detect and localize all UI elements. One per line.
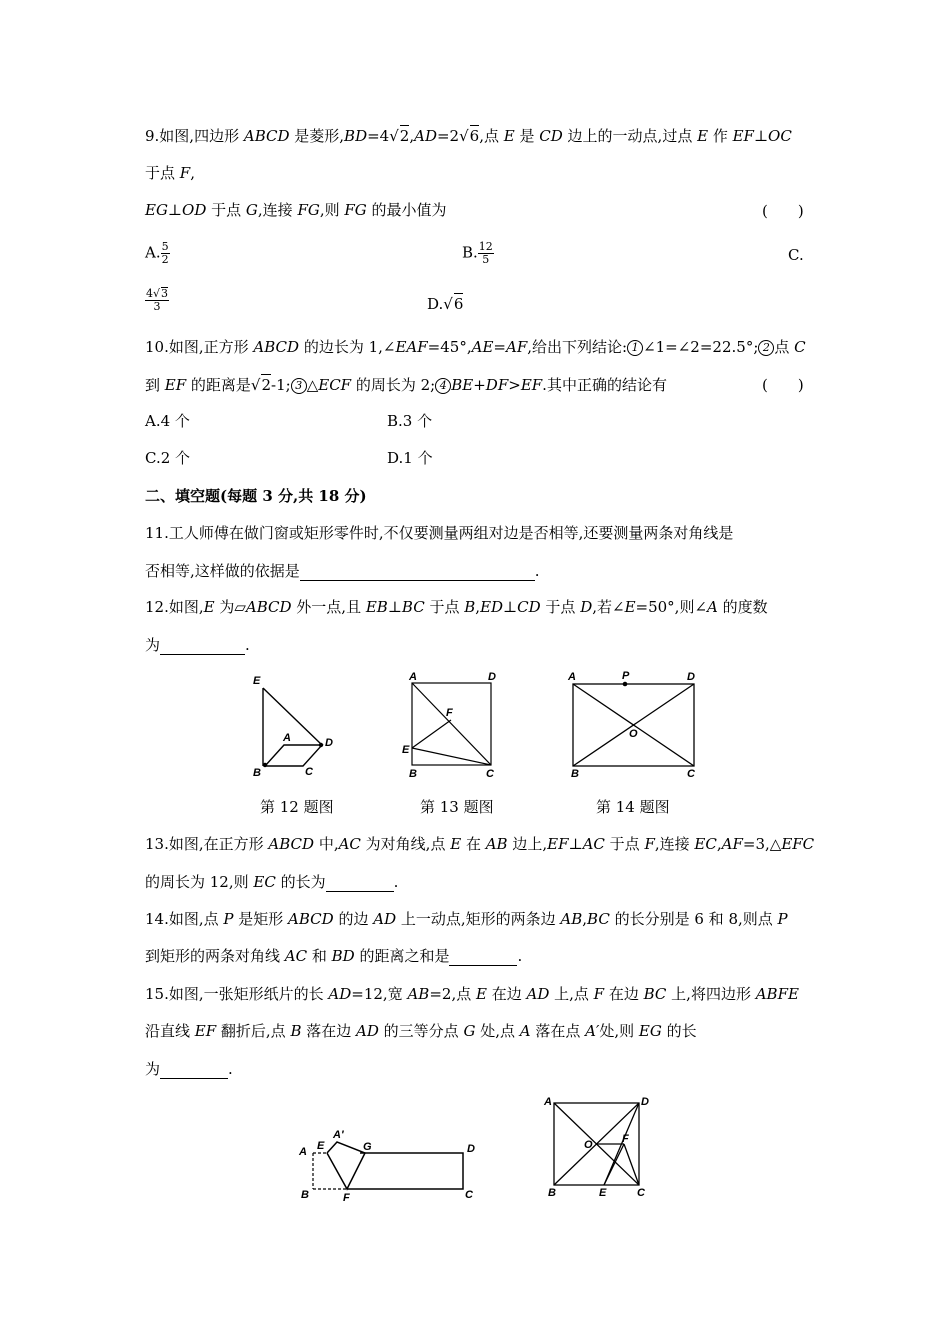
fig12-parallelogram-abcd	[265, 745, 322, 766]
q9-answer-paren: ( )	[762, 202, 804, 220]
q10-option-b: B.3 个	[387, 412, 433, 430]
q10-option-d: D.1 个	[387, 449, 433, 467]
figure-12	[245, 668, 340, 783]
figsq-segment-fc	[624, 1144, 639, 1185]
fig13-label-e: E	[402, 744, 410, 756]
fig12-label-b: B	[253, 767, 261, 779]
fig13-segment-ec	[412, 748, 491, 765]
figure-14	[563, 668, 708, 783]
fig12-segment-ed	[263, 688, 322, 745]
fig13-label-f: F	[446, 707, 453, 719]
q15-line1: 15.如图,一张矩形纸片的长 AD=12,宽 AB=2,点 E 在边 AD 上,点 F 在边 BC 上,将四边形 ABFE	[145, 985, 799, 1003]
q14-line1: 14.如图,点 P 是矩形 ABCD 的边 AD 上一动点,矩形的两条边 AB,BC 的长分别是 6 和 8,则点 P	[145, 910, 788, 928]
q13-answer-blank[interactable]	[326, 875, 394, 892]
q11-answer-blank[interactable]	[300, 564, 535, 581]
circled-2: 2	[758, 340, 774, 356]
fig12-point-d	[319, 743, 323, 747]
figsq-label-f: F	[622, 1133, 629, 1145]
q9-option-d: D.√6	[427, 295, 464, 313]
fig13-segment-ef	[412, 720, 451, 748]
q14-line2: 到矩形的两条对角线 AC 和 BD 的距离之和是 .	[145, 947, 523, 965]
q10-option-a: A.4 个	[145, 412, 190, 430]
q10-line1: 10.如图,正方形 ABCD 的边长为 1,∠EAF=45°,AE=AF,给出下列结论: 1 ∠1=∠2=22.5°; 2 点 C	[145, 338, 806, 356]
q9-line2: 于点 F,	[145, 164, 195, 182]
q10-line2: 到 EF 的距离是√2-1; 3 △ECF 的周长为 2; 4 BE+DF>EF.其中正确的结论有	[145, 376, 667, 394]
q15-line3: 为 .	[145, 1060, 233, 1078]
q11-line2: 否相等,这样做的依据是 .	[145, 562, 540, 580]
figsq-label-o: O	[584, 1139, 593, 1151]
fig12-label-e: E	[253, 675, 261, 687]
q12-answer-blank[interactable]	[160, 638, 245, 655]
fig14-label-d: D	[687, 671, 695, 683]
fig13-label-c: C	[486, 768, 494, 780]
figsq-label-e: E	[599, 1187, 607, 1199]
fig15-rectangle-remaining	[347, 1153, 463, 1189]
fig14-label-b: B	[571, 768, 579, 780]
q9-option-c: C.	[788, 246, 804, 264]
fig15-label-g: G	[363, 1141, 372, 1153]
fig15-label-a: A	[299, 1146, 307, 1158]
circled-3: 3	[291, 378, 307, 394]
fig15-label-c: C	[465, 1189, 473, 1201]
fig15-label-d: D	[467, 1143, 475, 1155]
q12-line1: 12.如图,E 为▱ABCD 外一点,且 EB⊥BC 于点 B,ED⊥CD 于点 D,若∠E=50°,则∠A 的度数	[145, 598, 768, 616]
fig12-label-a: A	[283, 732, 291, 744]
fig14-label-c: C	[687, 768, 695, 780]
figure-13	[398, 668, 508, 783]
q10-option-c: C.2 个	[145, 449, 191, 467]
circled-4: 4	[435, 378, 451, 394]
fig13-label-d: D	[488, 671, 496, 683]
q13-line2: 的周长为 12,则 EC 的长为 .	[145, 873, 399, 891]
q11-line1: 11.工人师傅在做门窗或矩形零件时,不仅要测量两组对边是否相等,还要测量两条对角线是	[145, 524, 734, 542]
figure-square-diagonals	[540, 1092, 660, 1204]
fig15-label-f: F	[343, 1192, 350, 1204]
figsq-label-a: A	[544, 1096, 552, 1108]
q15-line2: 沿直线 EF 翻折后,点 B 落在边 AD 的三等分点 G 处,点 A 落在点 A′处,则 EG 的长	[145, 1022, 697, 1040]
figsq-label-d: D	[641, 1096, 649, 1108]
fig14-label-o: O	[629, 728, 638, 740]
fig12-point-b	[263, 763, 267, 767]
fig12-caption: 第 12 题图	[260, 798, 334, 816]
section-heading: 二、填空题(每题 3 分,共 18 分)	[145, 487, 367, 505]
q15-answer-blank[interactable]	[160, 1062, 228, 1079]
fig14-label-p: P	[622, 670, 630, 682]
fig15-folded-quadrilateral	[327, 1142, 365, 1189]
fig13-label-a: A	[409, 671, 417, 683]
q10-answer-paren: ( )	[762, 376, 804, 394]
fig15-label-aprime: A′	[333, 1129, 344, 1141]
q9-line3: EG⊥OD 于点 G,连接 FG,则 FG 的最小值为	[145, 201, 447, 219]
figsq-label-b: B	[548, 1187, 556, 1199]
q12-line2: 为 .	[145, 636, 250, 654]
fig13-caption: 第 13 题图	[420, 798, 494, 816]
q9-line1: 9.如图,四边形 ABCD 是菱形,BD=4√2,AD=2√6,点 E 是 CD 边上的一动点,过点 E 作 EF⊥OC	[145, 127, 792, 145]
q9-option-b: B. $\frac{12}{5}$	[462, 240, 493, 266]
q14-answer-blank[interactable]	[449, 949, 517, 966]
q9-option-a: A. $\frac{5}{2}$	[145, 240, 169, 266]
q9-option-c-value: $\frac{4√3}{3}$	[146, 287, 169, 313]
fig15-label-b: B	[301, 1189, 309, 1201]
fig14-caption: 第 14 题图	[596, 798, 670, 816]
figsq-label-c: C	[637, 1187, 645, 1199]
fig15-label-e: E	[317, 1140, 325, 1152]
fig14-label-a: A	[568, 671, 576, 683]
figure-15	[295, 1125, 480, 1205]
fig13-diagonal-ac	[412, 683, 491, 765]
fig13-label-b: B	[409, 768, 417, 780]
fig14-point-p	[623, 682, 628, 687]
fig12-label-c: C	[305, 766, 313, 778]
q13-line1: 13.如图,在正方形 ABCD 中,AC 为对角线,点 E 在 AB 边上,EF⊥AC 于点 F,连接 EC,AF=3,△EFC	[145, 835, 815, 853]
fig12-label-d: D	[325, 737, 333, 749]
circled-1: 1	[627, 340, 643, 356]
